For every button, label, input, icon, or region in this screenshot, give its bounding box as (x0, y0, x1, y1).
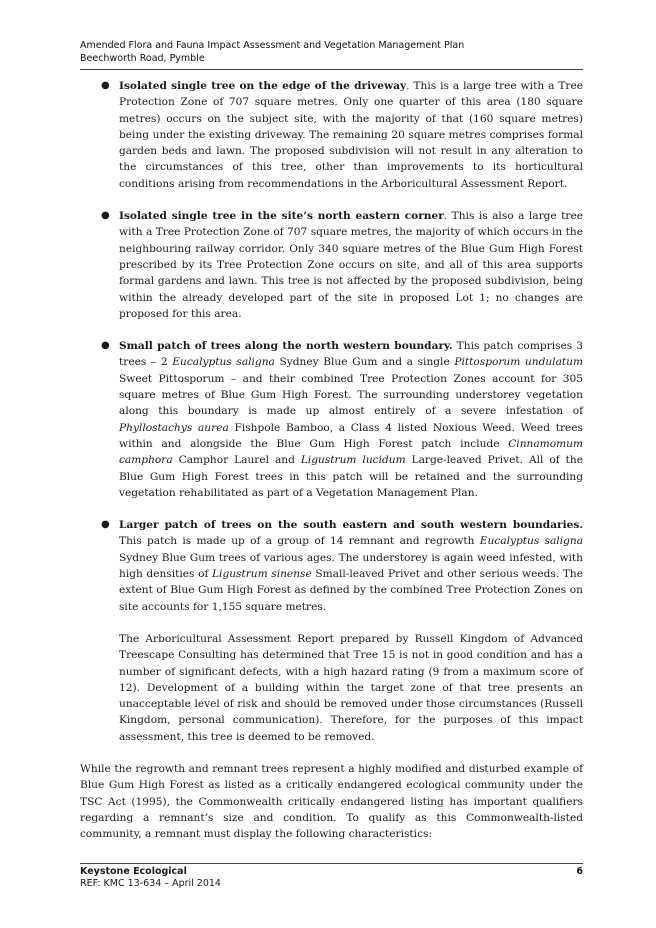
bullet-lead: Isolated single tree on the edge of the driveway (119, 80, 407, 92)
body-text: This patch comprises 3 trees – 2 (119, 340, 583, 369)
bullet-icon: ● (101, 80, 110, 91)
species-name: Ligustrum sinense (212, 568, 312, 581)
footer-reference: REF: KMC 13-634 – April 2014 (80, 878, 221, 889)
bullet-item (80, 338, 583, 501)
body-text: Fishpole Bamboo, a Class 4 listed Noxious Weed. Weed trees within and alongside the Blue Gum High Forest patch include (119, 421, 583, 450)
species-name: Eucalyptus saligna (479, 535, 584, 548)
bullet-list (80, 78, 583, 615)
body-text: Camphor Laurel and (172, 454, 301, 467)
body-text: Large-leaved Privet. All of the Blue Gum High Forest trees in this patch will be retained and the surrounding vegetation rehabilitated as part of a Vegetation Management Plan. (119, 454, 583, 499)
main-content (80, 78, 583, 842)
page-number: 6 (576, 866, 583, 877)
bullet-body (119, 340, 583, 499)
bullet-icon: ● (101, 210, 110, 222)
bullet-lead: Larger patch of trees on the south eastern and south western boundaries. (119, 519, 583, 532)
body-text: Sydney Blue Gum and a single (274, 356, 455, 369)
species-name: Phyllostachys aurea (119, 421, 229, 434)
header-location: Beechworth Road, Pymble (80, 53, 205, 64)
body-text: Sweet Pittosporum – and their combined Tree Protection Zones account for 305 square metres of Blue Gum High Forest. The surrounding understorey vegetation along this boundary is made up almost entirely of a severe infestation of (119, 372, 583, 418)
species-name: Cinnamomum camphora (119, 437, 583, 467)
bullet-body (119, 80, 583, 190)
bullet-icon: ● (101, 340, 110, 352)
page-footer (80, 866, 583, 890)
species-name: Ligustrum lucidum (300, 454, 406, 467)
body-text: Sydney Blue Gum trees of various ages. The understorey is again weed infested, with high densities of (119, 551, 583, 581)
closing-paragraph: While the regrowth and remnant trees represent a highly modified and disturbed example of Blue Gum High Forest as listed as a critically endangered ecological community under the TSC Act (1995), the Commonwealth critically endangered listing has important qualifiers regarding a remnant’s size and condition. To qualify as this Commonwealth-listed community, a remnant must display the following characteristics: (80, 762, 583, 841)
bullet-body (119, 535, 583, 612)
species-name: Pittosporum undulatum (454, 356, 584, 369)
body-text: Small-leaved Privet and other serious weeds. The extent of Blue Gum High Forest as defined by the combined Tree Protection Zones on site accounts for 1,155 square metres. (119, 568, 583, 613)
page-header (80, 39, 580, 65)
species-name: Eucalyptus saligna (172, 356, 275, 369)
footer-divider (80, 863, 583, 864)
bullet-item (80, 208, 583, 322)
footer-organisation: Keystone Ecological (80, 866, 187, 877)
body-text: . This is also a large tree with a Tree Protection Zone of 707 square metres, the majority of which occurs in the neighbouring railway corridor. Only 340 square metres of the Blue Gum High Forest prescribed by its Tree Protection Zone occurs on site, and all of this area supports formal gardens and lawn. This tree is not affected by the proposed subdivision, being within the already developed part of the site in proposed Lot 1; no changes are proposed for this area. (119, 210, 583, 320)
bullet-lead: Isolated single tree in the site’s north eastern corner (119, 210, 444, 223)
body-text: This patch is made up of a group of 14 remnant and regrowth (119, 535, 480, 548)
body-text: . This is a large tree with a Tree Protection Zone of 707 square metres. Only one quarter of this area (180 square metres) occurs on the subject site, with the majority of that (160 square metres) being under the existing driveway. The remaining 20 square metres comprises formal garden beds and lawn. The proposed subdivision will not result in any alteration to the circumstances of this tree, other than improvements to its horticultural conditions arising from recommendations in the Arboricultural Assessment Report. (119, 80, 583, 190)
bullet-item (80, 517, 583, 615)
header-title: Amended Flora and Fauna Impact Assessment and Vegetation Management Plan (80, 40, 465, 51)
header-divider (80, 69, 583, 70)
bullet-item (80, 78, 583, 192)
bullet-icon: ● (101, 519, 110, 531)
tree-15-paragraph: The Arboricultural Assessment Report prepared by Russell Kingdom of Advanced Treescape Consulting has determined that Tree 15 is not in good condition and has a number of significant defects, with a high hazard rating (9 from a maximum score of 12). Development of a building within the target zone of that tree presents an unacceptable level of risk and should be removed under those circumstances (Russell Kingdom, personal communication). Therefore, for the purposes of this impact assessment, this tree is deemed to be removed. (119, 632, 583, 743)
bullet-lead: Small patch of trees along the north western boundary. (119, 340, 453, 353)
bullet-body (119, 210, 583, 320)
